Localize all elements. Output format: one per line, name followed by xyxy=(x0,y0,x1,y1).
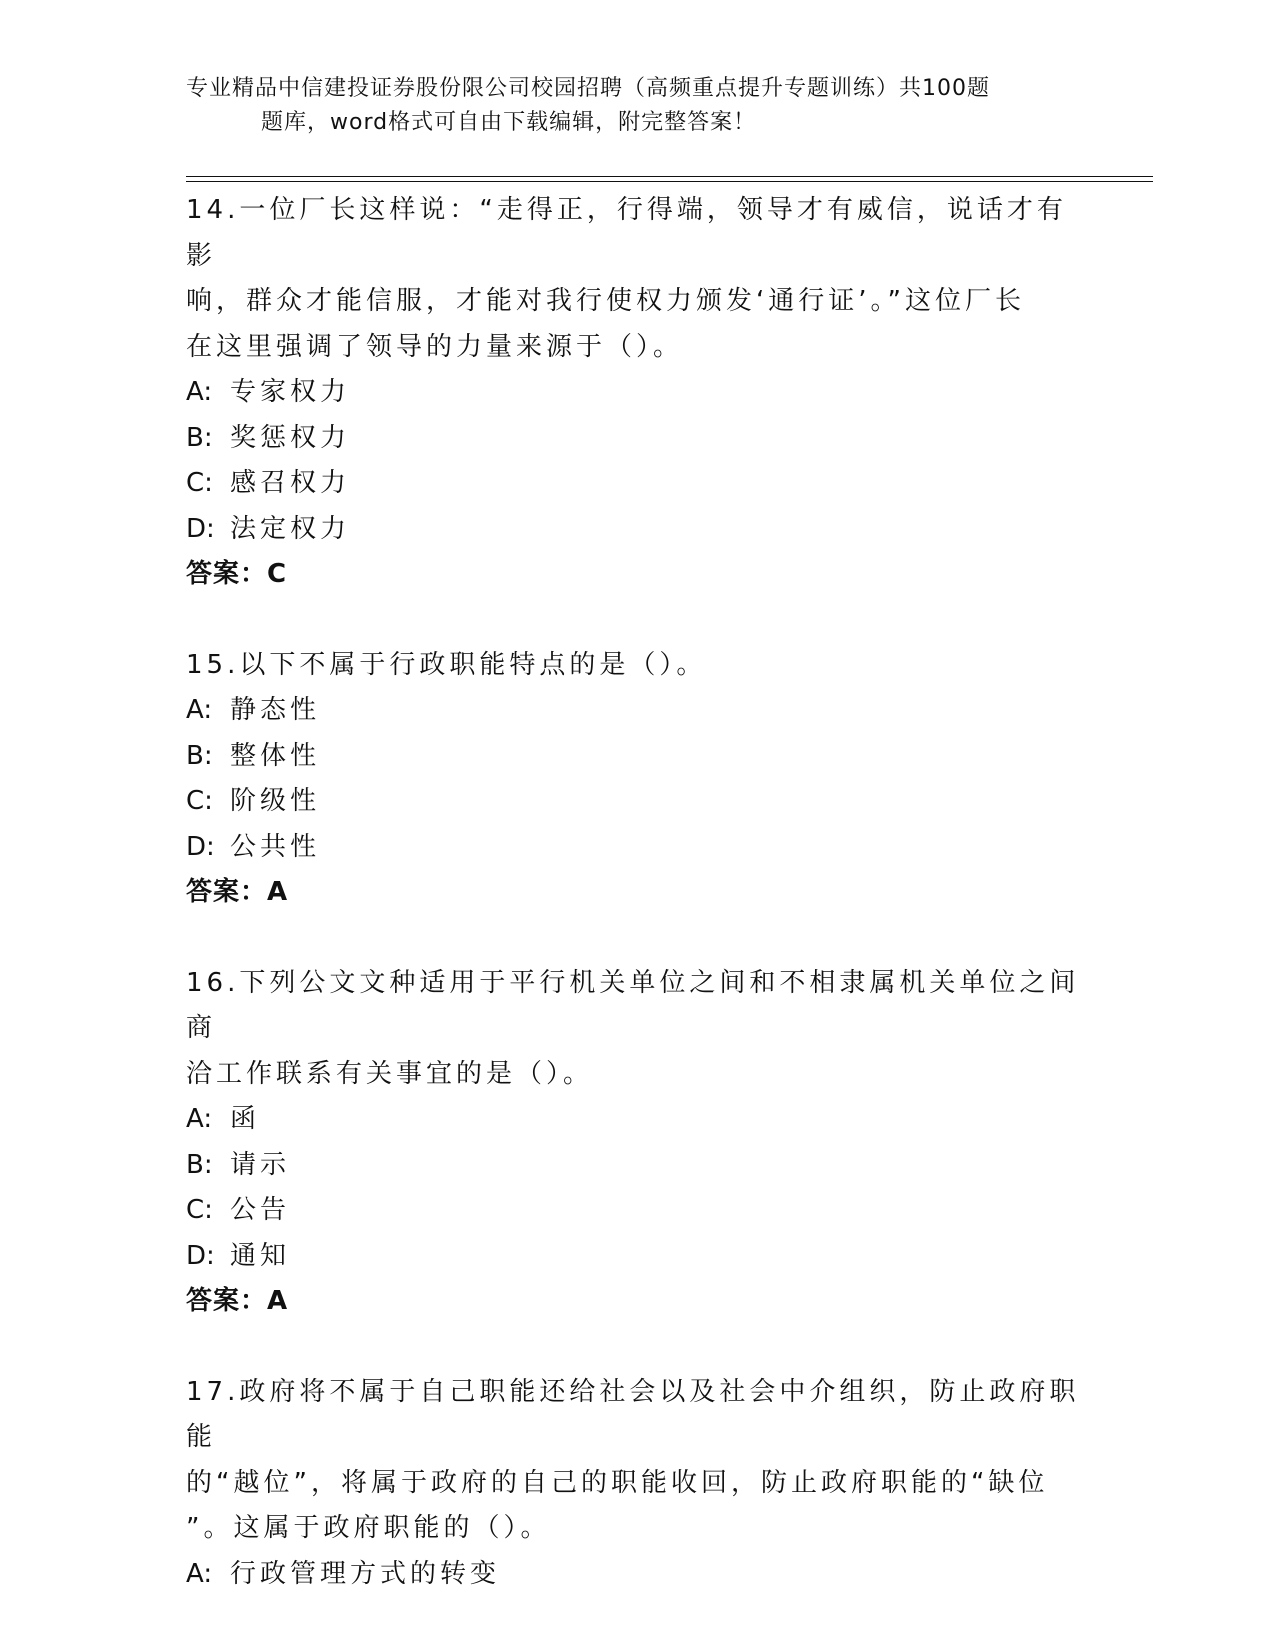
option-b xyxy=(186,1143,1086,1189)
option-text: 请示 xyxy=(230,1149,291,1180)
question-stem-line: 响，群众才能信服，才能对我行使权力颁发‘通行证’。”这位厂长 xyxy=(186,286,1025,316)
option-a xyxy=(186,370,1086,416)
header-divider-top xyxy=(186,176,1153,177)
option-key: D: xyxy=(186,831,215,862)
question-stem-line: 14.一位厂长这样说：“走得正，行得端，领导才有威信，说话才有影 xyxy=(186,195,1067,271)
question-list xyxy=(186,188,1086,1597)
question-gap xyxy=(186,1325,1086,1370)
header-title-line-1: 专业精品中信建投证券股份限公司校园招聘（高频重点提升专题训练）共100题 xyxy=(186,76,990,101)
answer-line: 答案：A xyxy=(186,1286,289,1316)
document-header xyxy=(186,72,1086,140)
option-text: 静态性 xyxy=(230,695,321,725)
question-stem-line: 15.以下不属于行政职能特点的是（）。 xyxy=(186,649,707,680)
option-b xyxy=(186,416,1086,462)
option-key: A: xyxy=(186,377,213,407)
option-key: D: xyxy=(186,1240,215,1271)
option-c xyxy=(186,1188,1086,1234)
option-text: 阶级性 xyxy=(230,786,321,816)
option-key: A: xyxy=(186,695,213,725)
option-c xyxy=(186,779,1086,825)
option-key: B: xyxy=(186,1149,213,1180)
option-key: A: xyxy=(186,1558,213,1589)
option-text: 法定权力 xyxy=(230,513,351,544)
option-key: C: xyxy=(186,468,213,498)
question-stem-line: 的“越位”，将属于政府的自己的职能收回，防止政府职能的“缺位 xyxy=(186,1467,1049,1498)
option-text: 感召权力 xyxy=(230,468,351,498)
option-text: 函 xyxy=(230,1104,261,1134)
option-text: 奖惩权力 xyxy=(230,422,351,453)
question-stem-line: 17.政府将不属于自己职能还给社会以及社会中介组织，防止政府职能 xyxy=(186,1376,1080,1452)
option-b xyxy=(186,734,1086,780)
answer-line: 答案：A xyxy=(186,877,289,907)
question-stem xyxy=(186,1370,1086,1552)
option-text: 公告 xyxy=(230,1195,291,1225)
question-stem-line: 洽工作联系有关事宜的是（）。 xyxy=(186,1058,594,1089)
question-stem-line: ”。这属于政府职能的（）。 xyxy=(186,1513,551,1543)
question-16 xyxy=(186,961,1086,1325)
option-text: 整体性 xyxy=(230,740,321,771)
option-text: 公共性 xyxy=(230,831,321,862)
question-gap xyxy=(186,916,1086,961)
option-a xyxy=(186,688,1086,734)
question-15 xyxy=(186,643,1086,916)
question-stem-line: 16.下列公文文种适用于平行机关单位之间和不相隶属机关单位之间商 xyxy=(186,967,1080,1043)
option-text: 专家权力 xyxy=(230,377,351,407)
question-stem xyxy=(186,643,1086,689)
option-a xyxy=(186,1552,1086,1598)
option-key: B: xyxy=(186,740,213,771)
option-d xyxy=(186,1234,1086,1280)
question-17 xyxy=(186,1370,1086,1598)
option-key: A: xyxy=(186,1104,213,1134)
question-stem-line: 在这里强调了领导的力量来源于（）。 xyxy=(186,331,684,362)
question-gap xyxy=(186,598,1086,643)
option-d xyxy=(186,507,1086,553)
option-key: C: xyxy=(186,1195,213,1225)
option-a xyxy=(186,1097,1086,1143)
option-key: B: xyxy=(186,422,213,453)
option-key: C: xyxy=(186,786,213,816)
option-d xyxy=(186,825,1086,871)
question-14 xyxy=(186,188,1086,598)
question-stem xyxy=(186,188,1086,370)
option-key: D: xyxy=(186,513,215,544)
answer-line: 答案：C xyxy=(186,559,288,589)
option-c xyxy=(186,461,1086,507)
header-divider-bottom xyxy=(186,181,1153,182)
question-stem xyxy=(186,961,1086,1098)
header-title-line-2: 题库，word格式可自由下载编辑，附完整答案！ xyxy=(261,110,757,135)
option-text: 行政管理方式的转变 xyxy=(230,1558,501,1589)
option-text: 通知 xyxy=(230,1240,291,1271)
